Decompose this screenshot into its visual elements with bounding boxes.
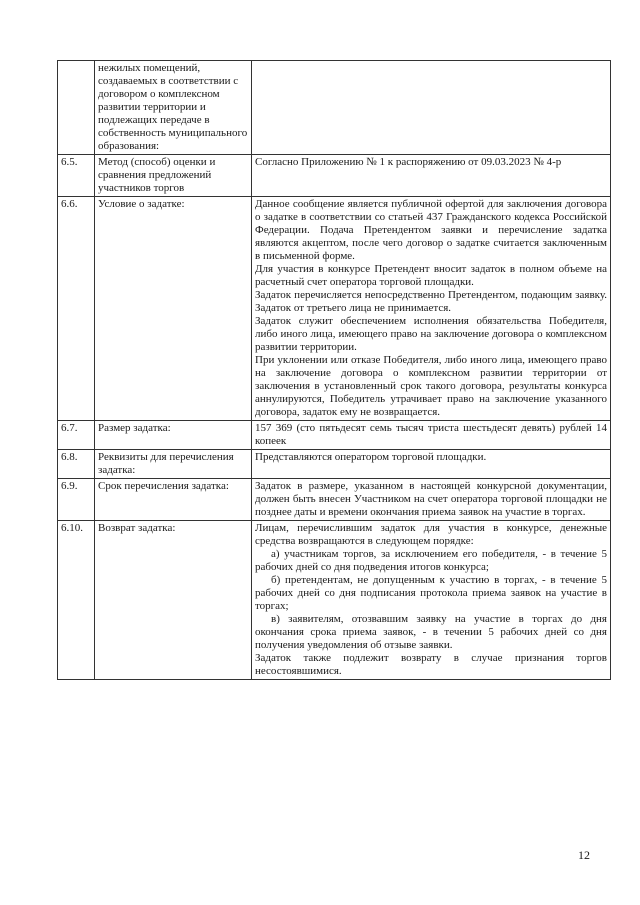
row-number: 6.6. bbox=[58, 197, 95, 421]
row-number: 6.5. bbox=[58, 155, 95, 197]
row-content bbox=[252, 450, 611, 479]
paragraph: 157 369 (сто пятьдесят семь тысяч триста шестьдесят девять) рублей 14 копеек bbox=[255, 422, 607, 447]
page-number: 12 bbox=[578, 848, 590, 862]
auction-terms-table bbox=[57, 60, 611, 680]
row-content bbox=[252, 197, 611, 421]
paragraph: Задаток также подлежит возврату в случае признания торгов несостоявшимися. bbox=[255, 652, 607, 677]
row-label: Срок перечисления задатка: bbox=[95, 479, 252, 521]
row-label: Реквизиты для перечисления задатка: bbox=[95, 450, 252, 479]
paragraph: Представляются оператором торговой площадки. bbox=[255, 451, 487, 463]
table-row bbox=[58, 421, 611, 450]
row-content bbox=[252, 421, 611, 450]
paragraph: Задаток перечисляется непосредственно Претендентом, подающим заявку. Задаток от третьего лица не принимается. bbox=[255, 289, 607, 314]
paragraph: в) заявителям, отозвавшим заявку на участие в торгах до дня окончания срока приема заявок, - в течении 5 рабочих дней со дня получения уведомления об отзыве заявки. bbox=[255, 613, 607, 651]
table-row bbox=[58, 479, 611, 521]
table-row bbox=[58, 450, 611, 479]
table-row bbox=[58, 197, 611, 421]
row-label: Размер задатка: bbox=[95, 421, 252, 450]
row-label: Метод (способ) оценки и сравнения предложений участников торгов bbox=[95, 155, 252, 197]
row-label: Возврат задатка: bbox=[95, 521, 252, 680]
row-label: Условие о задатке: bbox=[95, 197, 252, 421]
paragraph: При уклонении или отказе Победителя, либо иного лица, имеющего право на заключение договора о комплексном развитии территории от заключения в установленный срок такого договора, результаты конкурса аннулируются, Победитель утрачивает право на заключение указанного договора, задаток ему не возвращается. bbox=[255, 354, 607, 418]
row-content bbox=[252, 521, 611, 680]
row-content bbox=[252, 479, 611, 521]
row-number: 6.8. bbox=[58, 450, 95, 479]
row-label: нежилых помещений, создаваемых в соответствии с договором о комплексном развитии территории и подлежащих передаче в собственность муниципального образования: bbox=[95, 61, 252, 155]
row-number: 6.10. bbox=[58, 521, 95, 680]
row-content bbox=[252, 61, 611, 155]
row-number bbox=[58, 61, 95, 155]
paragraph: Согласно Приложению № 1 к распоряжению от 09.03.2023 № 4-р bbox=[255, 156, 562, 168]
paragraph: а) участникам торгов, за исключением его победителя, - в течение 5 рабочих дней со дня подведения итогов конкурса; bbox=[255, 548, 607, 573]
table-row bbox=[58, 155, 611, 197]
paragraph: Лицам, перечислившим задаток для участия в конкурсе, денежные средства возвращаются в следующем порядке: bbox=[255, 522, 607, 547]
row-content bbox=[252, 155, 611, 197]
table-row bbox=[58, 61, 611, 155]
paragraph: Задаток в размере, указанном в настоящей конкурсной документации, должен быть внесен Участником на счет оператора торговой площадки не позднее даты и времени окончания приема заявок на участие в торгах. bbox=[255, 480, 607, 518]
table-row bbox=[58, 521, 611, 680]
paragraph: Для участия в конкурсе Претендент вносит задаток в полном объеме на расчетный счет оператора торговой площадки. bbox=[255, 263, 607, 288]
row-number: 6.7. bbox=[58, 421, 95, 450]
paragraph: Задаток служит обеспечением исполнения обязательства Победителя, либо иного лица, имеющего право на заключение договора о комплексном развитии территории. bbox=[255, 315, 607, 353]
paragraph: б) претендентам, не допущенным к участию в торгах, - в течение 5 рабочих дней со дня подписания протокола приема заявок на участие в торгах; bbox=[255, 574, 607, 612]
row-number: 6.9. bbox=[58, 479, 95, 521]
paragraph: Данное сообщение является публичной офертой для заключения договора о задатке в соответствии со статьей 437 Гражданского кодекса Российской Федерации. Подача Претендентом заявки и перечисление задатка являются акцептом, после чего договор о задатке считается заключенным в письменной форме. bbox=[255, 198, 607, 262]
